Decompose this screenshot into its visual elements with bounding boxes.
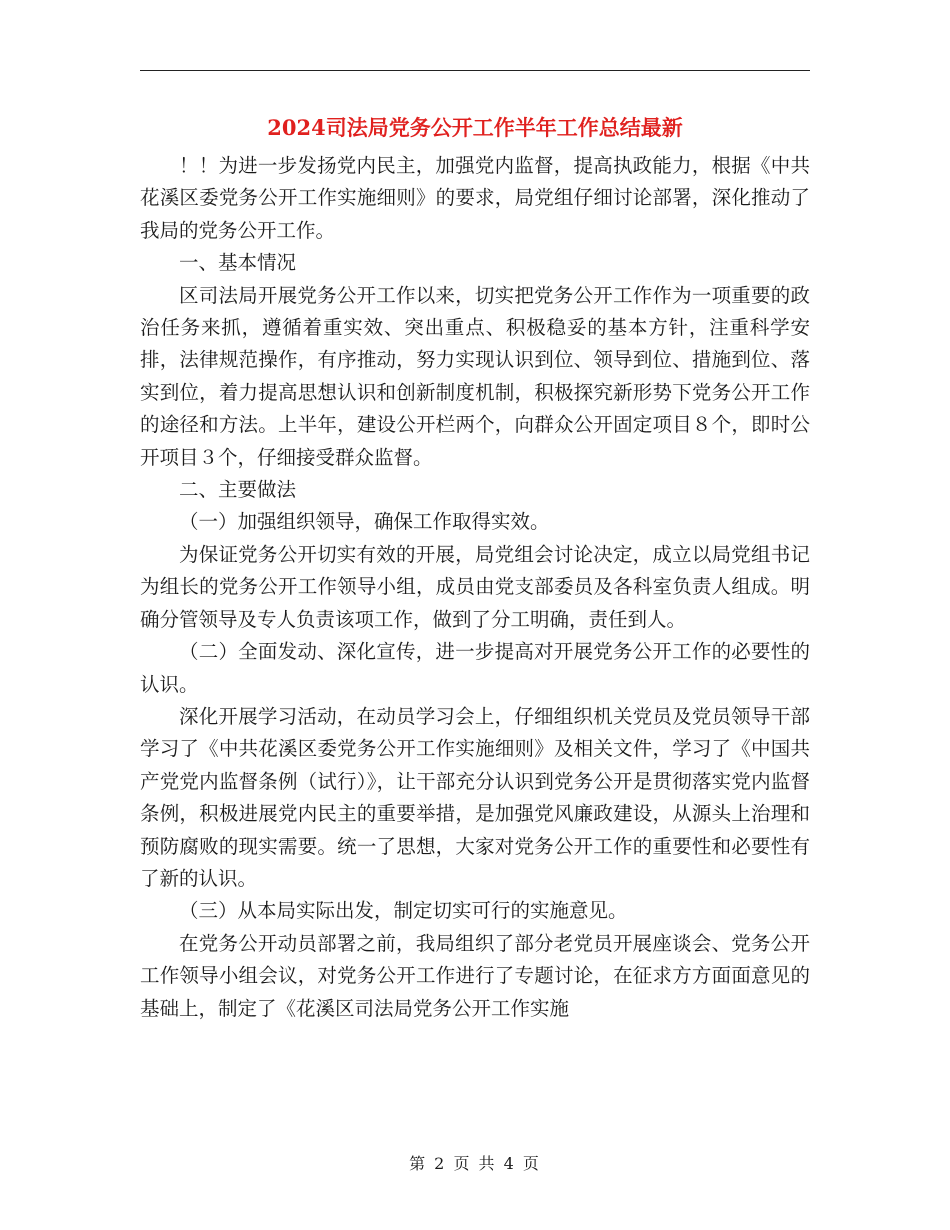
intro-paragraph: ！！为进一步发扬党内民主，加强党内监督，提高执政能力，根据《中共花溪区委党务公开工作实施细则》的要求，局党组仔细讨论部署，深化推动了我局的党务公开工作。 xyxy=(140,154,810,242)
header-rule xyxy=(140,70,810,71)
section-heading-main-practices: 二、主要做法 xyxy=(179,478,297,502)
subheading-implementation-opinions: （三）从本局实际出发，制定切实可行的实施意见。 xyxy=(179,899,628,923)
document-body xyxy=(140,150,810,1025)
publicity-paragraph: 深化开展学习活动，在动员学习会上，仔细组织机关党员及党员领导干部学习了《中共花溪区委党务公开工作实施细则》及相关文件，学习了《中国共产党党内监督条例（试行）》，让干部充分认识到党务公开是贯彻落实党内监督条例，积极进展党内民主的重要举措，是加强党风廉政建设，从源头上治理和预防腐败的现实需要。统一了思想，大家对党务公开工作的重要性和必要性有了新的认识。 xyxy=(140,704,810,890)
section-heading-basic-situation: 一、基本情况 xyxy=(179,251,297,275)
subheading-publicity: （二）全面发动、深化宣传，进一步提高对开展党务公开工作的必要性的认识。 xyxy=(140,640,810,696)
document-title: 2024司法局党务公开工作半年工作总结最新 xyxy=(267,115,683,140)
organization-leadership-paragraph: 为保证党务公开切实有效的开展，局党组会讨论决定，成立以局党组书记为组长的党务公开工作领导小组，成员由党支部委员及各科室负责人组成。明确分管领导及专人负责该项工作，做到了分工明确，责任到人。 xyxy=(140,542,810,631)
subheading-organization-leadership: （一）加强组织领导，确保工作取得实效。 xyxy=(179,510,550,534)
implementation-opinions-paragraph: 在党务公开动员部署之前，我局组织了部分老党员开展座谈会、党务公开工作领导小组会议，对党务公开工作进行了专题讨论，在征求方方面面意见的基础上，制定了《花溪区司法局党务公开工作实施 xyxy=(140,931,810,1020)
page-number-footer: 第 2 页 共 4 页 xyxy=(409,1154,541,1173)
basic-situation-paragraph: 区司法局开展党务公开工作以来，切实把党务公开工作作为一项重要的政治任务来抓，遵循着重实效、突出重点、积极稳妥的基本方针，注重科学安排，法律规范操作，有序推动，努力实现认识到位、领导到位、措施到位、落实到位，着力提高思想认识和创新制度机制，积极探究新形势下党务公开工作的途径和方法。上半年，建设公开栏两个，向群众公开固定项目８个，即时公开项目３个，仔细接受群众监督。 xyxy=(140,283,810,469)
